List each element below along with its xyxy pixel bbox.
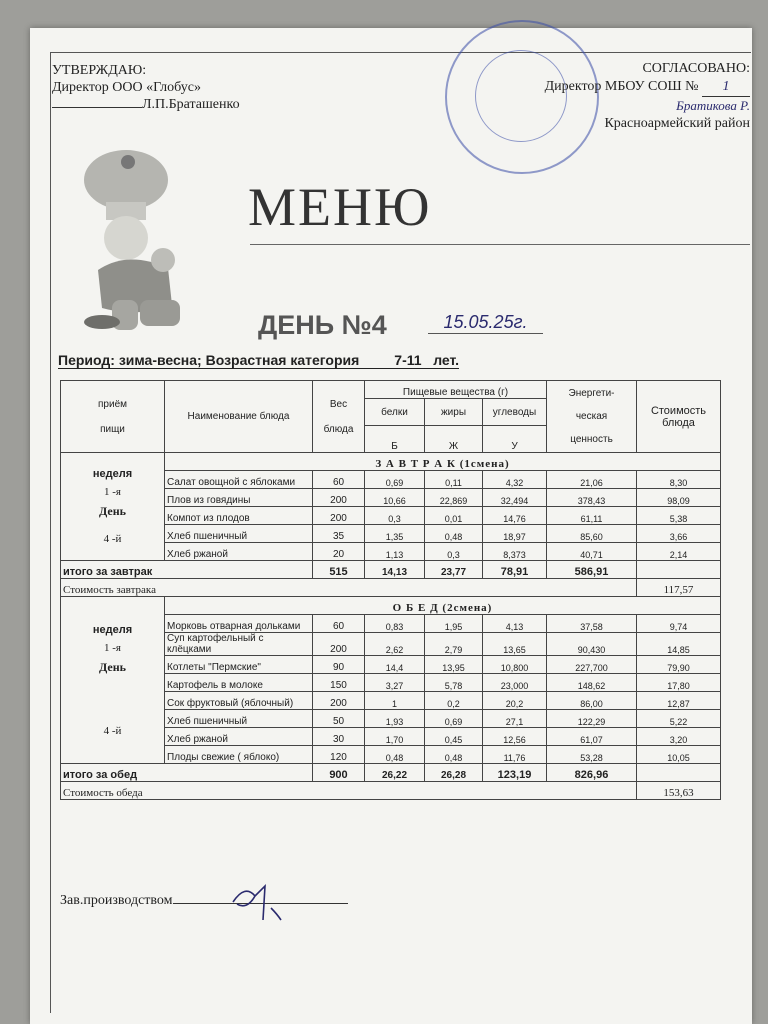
dish-protein: 1,35 <box>365 525 425 543</box>
lunch-label-num2: 4 -й <box>103 724 122 737</box>
approve-position: Директор ООО «Глобус» <box>52 80 201 95</box>
period-spacer <box>359 352 394 369</box>
dish-fat: 2,79 <box>425 633 483 656</box>
dish-fat: 13,95 <box>425 656 483 674</box>
breakfast-title-row <box>61 453 721 471</box>
breakfast-day-label <box>61 453 165 561</box>
handwritten-signature <box>225 880 295 925</box>
dish-weight: 60 <box>313 471 365 489</box>
dish-carbs: 11,76 <box>483 746 547 764</box>
header-carbs-sub: У <box>483 426 547 453</box>
approve-block <box>52 62 240 113</box>
lunch-section-title: О Б Е Д (2смена) <box>165 597 721 615</box>
day-date: 15.05.25г. <box>428 312 543 334</box>
approve-title: УТВЕРЖДАЮ: <box>52 63 147 78</box>
header-meal-top: приём <box>98 398 127 410</box>
dish-carbs: 8,373 <box>483 543 547 561</box>
dish-energy: 227,700 <box>547 656 637 674</box>
dish-cost: 8,30 <box>637 471 721 489</box>
dish-protein: 14,4 <box>365 656 425 674</box>
dish-fat: 0,48 <box>425 746 483 764</box>
header-meal-bottom: пищи <box>100 423 125 435</box>
dish-carbs: 27,1 <box>483 710 547 728</box>
dish-protein: 0,3 <box>365 507 425 525</box>
dish-carbs: 4,32 <box>483 471 547 489</box>
title-divider <box>250 244 750 245</box>
dish-fat: 22,869 <box>425 489 483 507</box>
breakfast-total-carbs: 78,91 <box>483 561 547 579</box>
dish-energy: 21,06 <box>547 471 637 489</box>
dish-name: Суп картофельный с клёцками <box>165 633 313 656</box>
dish-name: Салат овощной с яблоками <box>165 471 313 489</box>
dish-protein: 3,27 <box>365 674 425 692</box>
dish-cost: 79,90 <box>637 656 721 674</box>
dish-fat: 0,11 <box>425 471 483 489</box>
header-fat-sub: Ж <box>425 426 483 453</box>
dish-protein: 1,93 <box>365 710 425 728</box>
dish-carbs: 23,000 <box>483 674 547 692</box>
header-energy-1: Энергети- <box>568 388 615 399</box>
dish-energy: 378,43 <box>547 489 637 507</box>
dish-cost: 5,38 <box>637 507 721 525</box>
dish-protein: 1,13 <box>365 543 425 561</box>
dish-carbs: 13,65 <box>483 633 547 656</box>
lunch-day-label <box>61 597 165 764</box>
dish-cost: 5,22 <box>637 710 721 728</box>
page-title: МЕНЮ <box>248 177 432 237</box>
dish-carbs: 18,97 <box>483 525 547 543</box>
dish-fat: 0,69 <box>425 710 483 728</box>
dish-name: Компот из плодов <box>165 507 313 525</box>
dish-energy: 61,11 <box>547 507 637 525</box>
lunch-label-num1: 1 -я <box>104 641 121 654</box>
dish-cost: 14,85 <box>637 633 721 656</box>
dish-energy: 53,28 <box>547 746 637 764</box>
lunch-label-week: неделя <box>92 623 133 636</box>
dish-protein: 1 <box>365 692 425 710</box>
dish-weight: 20 <box>313 543 365 561</box>
dish-cost: 3,66 <box>637 525 721 543</box>
agreed-position: Директор МБОУ СОШ № <box>544 79 699 94</box>
signature-line <box>52 107 142 108</box>
lunch-title-row <box>61 597 721 615</box>
lunch-cost-label: Стоимость обеда <box>61 782 637 800</box>
dish-weight: 200 <box>313 489 365 507</box>
breakfast-total-fat: 23,77 <box>425 561 483 579</box>
breakfast-total-label: итого за завтрак <box>61 561 313 579</box>
dish-cost: 2,14 <box>637 543 721 561</box>
footer-label: Зав.производством <box>60 893 173 908</box>
dish-energy: 61,07 <box>547 728 637 746</box>
dish-weight: 35 <box>313 525 365 543</box>
breakfast-cost-row <box>61 579 721 597</box>
dish-name: Котлеты "Пермские" <box>165 656 313 674</box>
header-energy-2: ческая <box>575 411 608 422</box>
dish-weight: 90 <box>313 656 365 674</box>
header-weight <box>313 381 365 453</box>
lunch-total-empty <box>637 764 721 782</box>
period-gap <box>422 352 434 369</box>
dish-name: Картофель в молоке <box>165 674 313 692</box>
breakfast-total-row <box>61 561 721 579</box>
dish-weight: 200 <box>313 507 365 525</box>
period-line <box>58 352 459 368</box>
breakfast-total-protein: 14,13 <box>365 561 425 579</box>
dish-cost: 3,20 <box>637 728 721 746</box>
lunch-total-label: итого за обед <box>61 764 313 782</box>
header-weight-bottom: блюда <box>323 423 354 435</box>
agreed-block <box>490 60 750 133</box>
header-protein: белки <box>365 399 425 426</box>
agreed-school-no: 1 <box>702 78 750 97</box>
period-prefix: Период: зима-весна; Возрастная категория <box>58 352 360 368</box>
dish-fat: 1,95 <box>425 615 483 633</box>
dish-energy: 148,62 <box>547 674 637 692</box>
dish-name: Сок фруктовый (яблочный) <box>165 692 313 710</box>
breakfast-cost-label: Стоимость завтрака <box>61 579 637 597</box>
header-cost: Стоимость блюда <box>637 381 721 453</box>
dish-energy: 90,430 <box>547 633 637 656</box>
period-suffix: лет. <box>433 352 460 368</box>
lunch-total-carbs: 123,19 <box>483 764 547 782</box>
agreed-title: СОГЛАСОВАНО: <box>642 61 750 76</box>
header-protein-sub: Б <box>365 426 425 453</box>
dish-cost: 17,80 <box>637 674 721 692</box>
dish-weight: 60 <box>313 615 365 633</box>
dish-fat: 5,78 <box>425 674 483 692</box>
dish-protein: 1,70 <box>365 728 425 746</box>
dish-name: Плов из говядины <box>165 489 313 507</box>
dish-protein: 0,69 <box>365 471 425 489</box>
agreed-district: Красноармейский район <box>604 116 750 131</box>
dish-fat: 0,48 <box>425 525 483 543</box>
dish-weight: 30 <box>313 728 365 746</box>
dish-carbs: 4,13 <box>483 615 547 633</box>
header-energy-3: ценность <box>570 434 613 445</box>
dish-name: Морковь отварная дольками <box>165 615 313 633</box>
approve-name-line <box>52 96 240 113</box>
dish-energy: 86,00 <box>547 692 637 710</box>
dish-protein: 2,62 <box>365 633 425 656</box>
table-header-row <box>61 381 721 399</box>
dish-weight: 150 <box>313 674 365 692</box>
dish-energy: 85,60 <box>547 525 637 543</box>
breakfast-total-energy: 586,91 <box>547 561 637 579</box>
breakfast-label-num2: 4 -й <box>103 533 122 545</box>
breakfast-total-empty <box>637 561 721 579</box>
header-energy <box>547 381 637 453</box>
breakfast-total-weight: 515 <box>313 561 365 579</box>
header-weight-top: Вес <box>329 398 348 410</box>
dish-carbs: 12,56 <box>483 728 547 746</box>
lunch-total-fat: 26,28 <box>425 764 483 782</box>
header-dish: Наименование блюда <box>165 381 313 453</box>
dish-name: Хлеб пшеничный <box>165 525 313 543</box>
dish-weight: 200 <box>313 633 365 656</box>
dish-name: Хлеб ржаной <box>165 728 313 746</box>
breakfast-label-num1: 1 -я <box>104 486 121 498</box>
breakfast-label-day: День <box>99 504 126 518</box>
dish-carbs: 14,76 <box>483 507 547 525</box>
menu-table <box>60 380 721 800</box>
dish-protein: 0,48 <box>365 746 425 764</box>
dish-carbs: 32,494 <box>483 489 547 507</box>
lunch-total-energy: 826,96 <box>547 764 637 782</box>
approve-name: Л.П.Браташенко <box>142 97 240 112</box>
lunch-total-protein: 26,22 <box>365 764 425 782</box>
day-label: ДЕНЬ №4 <box>258 310 387 340</box>
dish-name: Хлеб пшеничный <box>165 710 313 728</box>
dish-cost: 12,87 <box>637 692 721 710</box>
lunch-label-day: День <box>99 659 126 674</box>
dish-weight: 50 <box>313 710 365 728</box>
dish-cost: 10,05 <box>637 746 721 764</box>
breakfast-cost-value: 117,57 <box>637 579 721 597</box>
period-age: 7-11 <box>394 352 422 368</box>
breakfast-label-week: неделя <box>92 468 133 480</box>
dish-weight: 200 <box>313 692 365 710</box>
dish-protein: 10,66 <box>365 489 425 507</box>
dish-energy: 122,29 <box>547 710 637 728</box>
breakfast-section-title: З А В Т Р А К (1смена) <box>165 453 721 471</box>
lunch-cost-row <box>61 782 721 800</box>
lunch-total-row <box>61 764 721 782</box>
dish-carbs: 10,800 <box>483 656 547 674</box>
dish-energy: 40,71 <box>547 543 637 561</box>
dish-protein: 0,83 <box>365 615 425 633</box>
dish-fat: 0,01 <box>425 507 483 525</box>
header-carbs: углеводы <box>483 399 547 426</box>
dish-fat: 0,45 <box>425 728 483 746</box>
agreed-position-line <box>490 78 750 97</box>
dish-fat: 0,2 <box>425 692 483 710</box>
dish-cost: 9,74 <box>637 615 721 633</box>
dish-energy: 37,58 <box>547 615 637 633</box>
dish-cost: 98,09 <box>637 489 721 507</box>
header-meal <box>61 381 165 453</box>
header-nutrients: Пищевые вещества (г) <box>365 381 547 399</box>
lunch-total-weight: 900 <box>313 764 365 782</box>
header-fat: жиры <box>425 399 483 426</box>
lunch-cost-value: 153,63 <box>637 782 721 800</box>
footer-signature-line <box>60 893 348 909</box>
dish-name: Плоды свежие ( яблоко) <box>165 746 313 764</box>
chef-illustration <box>68 140 218 340</box>
dish-fat: 0,3 <box>425 543 483 561</box>
agreed-signature: Братикова Р. <box>676 98 750 113</box>
dish-carbs: 20,2 <box>483 692 547 710</box>
dish-name: Хлеб ржаной <box>165 543 313 561</box>
dish-weight: 120 <box>313 746 365 764</box>
